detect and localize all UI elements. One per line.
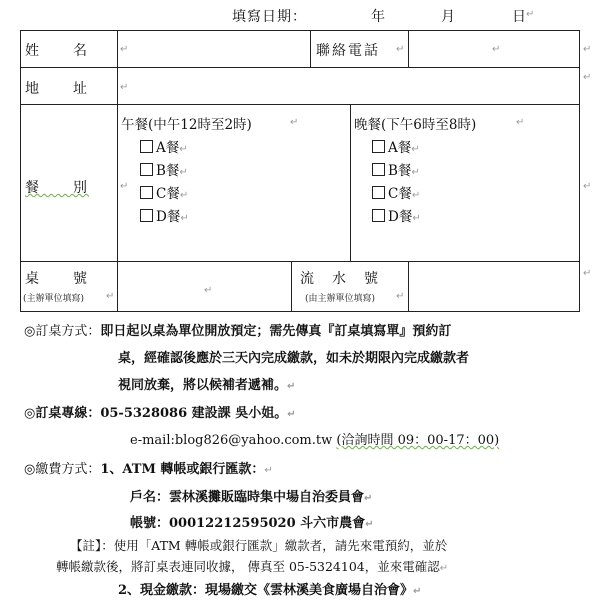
name-label: 姓 名: [25, 43, 89, 59]
date-month: 月: [441, 9, 455, 25]
date-year: 年: [371, 9, 385, 25]
checkbox[interactable]: [372, 209, 385, 222]
payment-label: ◎繳費方式：: [24, 462, 101, 477]
paragraph-mark: ↵: [526, 9, 535, 20]
checkbox[interactable]: [140, 186, 153, 199]
serial-field[interactable]: [409, 262, 578, 310]
meal-label: 餐 別: [25, 180, 89, 196]
address-field[interactable]: [118, 68, 578, 103]
checkbox[interactable]: [140, 163, 153, 176]
checkbox[interactable]: [140, 140, 153, 153]
lunch-option-a[interactable]: A餐↵: [140, 136, 188, 156]
paragraph-mark: ↵: [583, 72, 592, 83]
payment-option2: 2、現金繳款：現場繳交《雲林溪美食廣場自治會》↵: [118, 583, 422, 598]
phone-label: 聯絡電話: [316, 43, 380, 59]
serial-note: (由主辦單位填寫): [305, 294, 376, 304]
dinner-option-b[interactable]: B餐↵: [372, 159, 420, 179]
paragraph-mark: ↵: [204, 285, 213, 296]
serial-label: 流 水 號: [300, 271, 380, 287]
address-label: 地 址: [25, 81, 89, 97]
dinner-title: 晚餐(下午6時至8時): [354, 117, 477, 133]
payment-option1: 1、ATM 轉帳或銀行匯款：: [100, 462, 265, 477]
paragraph-mark: ↵: [106, 291, 115, 302]
contact-hours: (洽詢時間 09：00-17：00): [336, 433, 500, 448]
dinner-option-c[interactable]: C餐↵: [372, 182, 420, 202]
paragraph-mark: ↵: [120, 181, 129, 192]
booking-label: ◎訂桌方式：: [24, 324, 101, 339]
table-no-note: (主辦單位填寫): [23, 294, 85, 304]
paragraph-mark: ↵: [120, 82, 129, 93]
booking-line2: 桌，經確認後應於三天內完成繳款，如未於期限內完成繳款者: [118, 351, 470, 366]
paragraph-mark: ↵: [583, 44, 592, 55]
lunch-title: 午餐(中午12時至2時): [121, 117, 252, 133]
dinner-option-a[interactable]: A餐↵: [372, 136, 420, 156]
date-day: 日: [512, 9, 526, 25]
remark-line1: 【註】：使用「ATM 轉帳或銀行匯款」繳款者，請先來電預約，並於: [70, 538, 448, 553]
account-name: 戶名：雲林溪攤販臨時集中場自治委員會↵: [130, 490, 373, 505]
table-no-label: 桌 號: [25, 271, 89, 287]
contact-email[interactable]: e-mail:blog826@yahoo.com.tw: [130, 433, 333, 448]
booking-hotline: ◎訂桌專線：05-5328086 建設課 吳小姐。↵: [24, 406, 296, 421]
checkbox[interactable]: [140, 209, 153, 222]
paragraph-mark: ↵: [492, 44, 501, 55]
paragraph-mark: ↵: [583, 181, 592, 192]
account-number: 帳號：00012212595020 斗六市農會↵: [130, 516, 374, 531]
paragraph-mark: ↵: [396, 44, 405, 55]
lunch-option-b[interactable]: B餐↵: [140, 159, 188, 179]
dinner-option-d[interactable]: D餐↵: [372, 205, 421, 225]
paragraph-mark: ↵: [396, 291, 405, 302]
checkbox[interactable]: [372, 163, 385, 176]
checkbox[interactable]: [372, 186, 385, 199]
remark-line2: 轉帳繳款後，將訂桌表連同收據， 傳真至 05-5324104，並來電確認↵: [56, 559, 449, 574]
booking-line3: 視同放棄，將以候補者遞補。↵: [118, 378, 296, 393]
lunch-option-c[interactable]: C餐↵: [140, 182, 188, 202]
checkbox[interactable]: [372, 140, 385, 153]
lunch-option-d[interactable]: D餐↵: [140, 205, 189, 225]
paragraph-mark: ↵: [516, 117, 525, 128]
booking-line1: 即日起以桌為單位開放預定；需先傳真『訂桌填寫單』預約訂: [100, 324, 452, 339]
booking-method: [24, 320, 451, 339]
paragraph-mark: ↵: [583, 268, 592, 279]
date-label: 填寫日期：: [232, 9, 307, 25]
contact-email-line: [130, 429, 499, 448]
payment-method: ◎繳費方式：1、ATM 轉帳或銀行匯款：↵: [24, 462, 273, 477]
paragraph-mark: ↵: [120, 44, 129, 55]
name-field[interactable]: [118, 31, 309, 66]
paragraph-mark: ↵: [290, 117, 299, 128]
date-line: [232, 6, 307, 26]
